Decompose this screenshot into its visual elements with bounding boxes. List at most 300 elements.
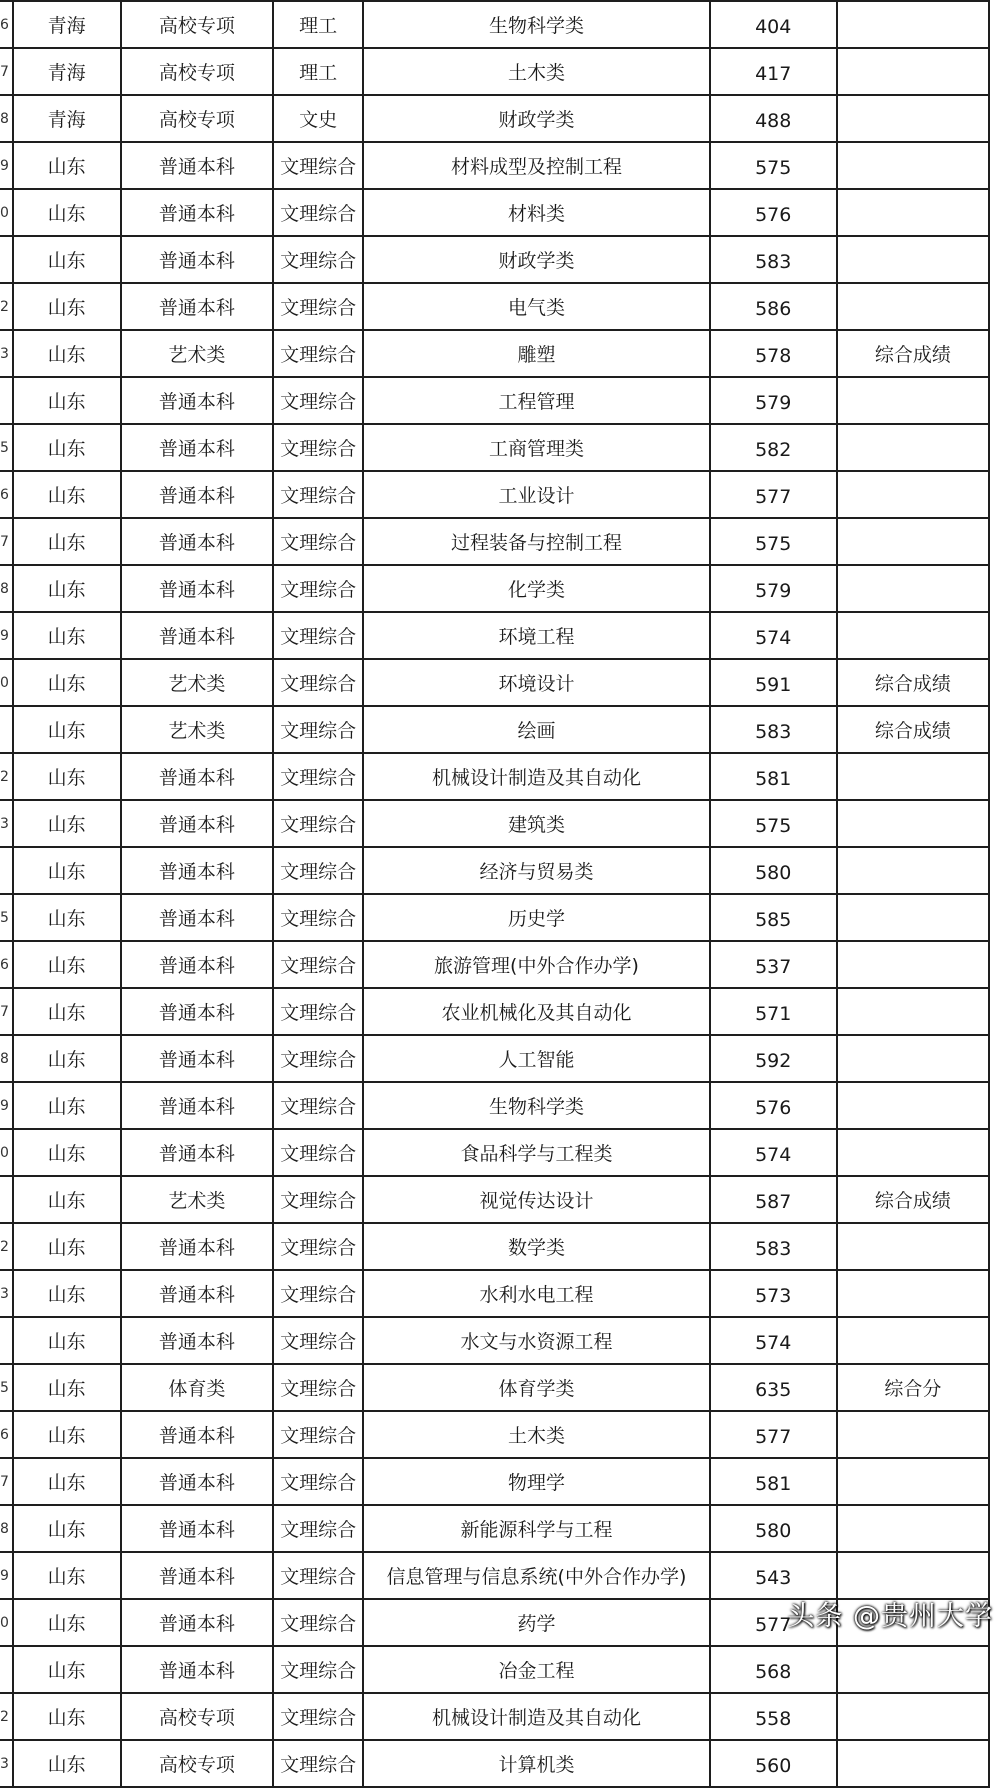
subject-cell: 文理综合 (273, 565, 363, 612)
subject-cell: 文理综合 (273, 1505, 363, 1552)
page-margin (990, 0, 1007, 1641)
subject-cell: 文理综合 (273, 236, 363, 283)
subject-cell: 文理综合 (273, 753, 363, 800)
subject-cell: 文理综合 (273, 189, 363, 236)
province-cell: 山东 (13, 894, 121, 941)
batch-cell: 普通本科 (121, 847, 273, 894)
note-cell (837, 753, 989, 800)
table-row (0, 283, 989, 330)
note-cell: 综合成绩 (837, 706, 989, 753)
province-cell: 青海 (13, 1, 121, 48)
row-index-cell: 7 (0, 48, 13, 95)
major-cell: 土木类 (363, 1411, 709, 1458)
province-cell: 山东 (13, 1411, 121, 1458)
batch-cell: 普通本科 (121, 1458, 273, 1505)
subject-cell: 文理综合 (273, 1176, 363, 1223)
province-cell: 山东 (13, 283, 121, 330)
subject-cell: 文理综合 (273, 1270, 363, 1317)
row-index-cell (0, 1176, 13, 1223)
note-cell (837, 612, 989, 659)
score-cell: 577 (710, 1411, 837, 1458)
row-index-cell: 8 (0, 95, 13, 142)
subject-cell: 文理综合 (273, 424, 363, 471)
province-cell: 山东 (13, 847, 121, 894)
province-cell: 山东 (13, 612, 121, 659)
subject-cell: 文理综合 (273, 612, 363, 659)
table-row (0, 1693, 989, 1740)
table-row (0, 988, 989, 1035)
province-cell: 山东 (13, 1176, 121, 1223)
row-index-cell: 5 (0, 1364, 13, 1411)
row-index-cell: 5 (0, 424, 13, 471)
batch-cell: 普通本科 (121, 1599, 273, 1646)
subject-cell: 文理综合 (273, 518, 363, 565)
major-cell: 生物科学类 (363, 1082, 709, 1129)
score-cell: 581 (710, 1458, 837, 1505)
note-cell (837, 988, 989, 1035)
score-cell: 574 (710, 1129, 837, 1176)
major-cell: 材料类 (363, 189, 709, 236)
major-cell: 冶金工程 (363, 1646, 709, 1693)
note-cell (837, 1082, 989, 1129)
table-row (0, 377, 989, 424)
subject-cell: 文理综合 (273, 1552, 363, 1599)
score-cell: 577 (710, 1599, 837, 1646)
subject-cell: 文理综合 (273, 800, 363, 847)
major-cell: 食品科学与工程类 (363, 1129, 709, 1176)
province-cell: 山东 (13, 565, 121, 612)
major-cell: 化学类 (363, 565, 709, 612)
score-cell: 579 (710, 377, 837, 424)
score-cell: 558 (710, 1693, 837, 1740)
note-cell (837, 1458, 989, 1505)
province-cell: 山东 (13, 1317, 121, 1364)
score-cell: 592 (710, 1035, 837, 1082)
province-cell: 山东 (13, 1552, 121, 1599)
table-row (0, 142, 989, 189)
row-index-cell: 6 (0, 1411, 13, 1458)
batch-cell: 体育类 (121, 1364, 273, 1411)
batch-cell: 普通本科 (121, 189, 273, 236)
table-row (0, 518, 989, 565)
score-cell: 579 (710, 565, 837, 612)
subject-cell: 文理综合 (273, 1364, 363, 1411)
province-cell: 山东 (13, 1646, 121, 1693)
subject-cell: 文理综合 (273, 1223, 363, 1270)
province-cell: 山东 (13, 1129, 121, 1176)
row-index-cell: 2 (0, 1223, 13, 1270)
watermark: 头条 @贵州大学 (787, 1601, 993, 1632)
province-cell: 山东 (13, 189, 121, 236)
province-cell: 山东 (13, 800, 121, 847)
subject-cell: 文理综合 (273, 1411, 363, 1458)
province-cell: 山东 (13, 1364, 121, 1411)
province-cell: 山东 (13, 1693, 121, 1740)
major-cell: 物理学 (363, 1458, 709, 1505)
batch-cell: 普通本科 (121, 1552, 273, 1599)
major-cell: 财政学类 (363, 236, 709, 283)
note-cell (837, 1411, 989, 1458)
province-cell: 山东 (13, 1223, 121, 1270)
province-cell: 山东 (13, 236, 121, 283)
row-index-cell: 3 (0, 1740, 13, 1787)
note-cell (837, 283, 989, 330)
major-cell: 药学 (363, 1599, 709, 1646)
subject-cell: 文理综合 (273, 847, 363, 894)
note-cell (837, 377, 989, 424)
score-cell: 568 (710, 1646, 837, 1693)
row-index-cell: 6 (0, 1, 13, 48)
table-row (0, 1458, 989, 1505)
table-row (0, 424, 989, 471)
table-body (0, 1, 989, 1787)
score-cell: 537 (710, 941, 837, 988)
subject-cell: 文理综合 (273, 1082, 363, 1129)
major-cell: 绘画 (363, 706, 709, 753)
table-row (0, 894, 989, 941)
table-row (0, 1, 989, 48)
score-cell: 543 (710, 1552, 837, 1599)
row-index-cell: 6 (0, 471, 13, 518)
batch-cell: 普通本科 (121, 1317, 273, 1364)
table-row (0, 236, 989, 283)
score-cell: 578 (710, 330, 837, 377)
table-row (0, 565, 989, 612)
batch-cell: 普通本科 (121, 753, 273, 800)
score-cell: 581 (710, 753, 837, 800)
province-cell: 山东 (13, 706, 121, 753)
row-index-cell: 8 (0, 1035, 13, 1082)
note-cell (837, 800, 989, 847)
score-cell: 488 (710, 95, 837, 142)
table-row (0, 1552, 989, 1599)
table-row (0, 1364, 989, 1411)
row-index-cell: 7 (0, 988, 13, 1035)
province-cell: 山东 (13, 753, 121, 800)
table-row (0, 1317, 989, 1364)
major-cell: 水文与水资源工程 (363, 1317, 709, 1364)
subject-cell: 文理综合 (273, 283, 363, 330)
batch-cell: 普通本科 (121, 565, 273, 612)
score-cell: 576 (710, 1082, 837, 1129)
score-cell: 582 (710, 424, 837, 471)
note-cell: 综合成绩 (837, 330, 989, 377)
major-cell: 电气类 (363, 283, 709, 330)
note-cell: 综合成绩 (837, 1176, 989, 1223)
score-cell: 586 (710, 283, 837, 330)
row-index-cell: 0 (0, 659, 13, 706)
batch-cell: 普通本科 (121, 800, 273, 847)
table-row (0, 659, 989, 706)
score-cell: 585 (710, 894, 837, 941)
note-cell (837, 1129, 989, 1176)
major-cell: 经济与贸易类 (363, 847, 709, 894)
score-cell: 635 (710, 1364, 837, 1411)
score-cell: 575 (710, 518, 837, 565)
major-cell: 工程管理 (363, 377, 709, 424)
note-cell (837, 1505, 989, 1552)
major-cell: 机械设计制造及其自动化 (363, 753, 709, 800)
note-cell (837, 48, 989, 95)
batch-cell: 普通本科 (121, 1646, 273, 1693)
table-row (0, 48, 989, 95)
province-cell: 山东 (13, 330, 121, 377)
table-row (0, 800, 989, 847)
batch-cell: 高校专项 (121, 48, 273, 95)
row-index-cell: 3 (0, 800, 13, 847)
major-cell: 人工智能 (363, 1035, 709, 1082)
row-index-cell: 9 (0, 1082, 13, 1129)
score-cell: 580 (710, 1505, 837, 1552)
score-cell: 583 (710, 706, 837, 753)
province-cell: 山东 (13, 1505, 121, 1552)
table-row (0, 847, 989, 894)
table-row (0, 1646, 989, 1693)
table-row (0, 1411, 989, 1458)
subject-cell: 文理综合 (273, 471, 363, 518)
score-cell: 583 (710, 236, 837, 283)
table-row (0, 1740, 989, 1787)
row-index-cell: 2 (0, 1693, 13, 1740)
major-cell: 旅游管理(中外合作办学) (363, 941, 709, 988)
province-cell: 山东 (13, 518, 121, 565)
batch-cell: 艺术类 (121, 1176, 273, 1223)
batch-cell: 艺术类 (121, 706, 273, 753)
subject-cell: 文理综合 (273, 1646, 363, 1693)
subject-cell: 文理综合 (273, 988, 363, 1035)
score-cell: 573 (710, 1270, 837, 1317)
row-index-cell: 8 (0, 565, 13, 612)
note-cell (837, 236, 989, 283)
province-cell: 山东 (13, 1035, 121, 1082)
row-index-cell: 0 (0, 189, 13, 236)
note-cell (837, 471, 989, 518)
province-cell: 山东 (13, 1458, 121, 1505)
score-cell: 580 (710, 847, 837, 894)
major-cell: 工商管理类 (363, 424, 709, 471)
table-row (0, 1223, 989, 1270)
note-cell (837, 1317, 989, 1364)
row-index-cell: 9 (0, 142, 13, 189)
note-cell (837, 95, 989, 142)
subject-cell: 文理综合 (273, 377, 363, 424)
note-cell (837, 941, 989, 988)
score-cell: 571 (710, 988, 837, 1035)
row-index-cell: 2 (0, 753, 13, 800)
subject-cell: 文理综合 (273, 1458, 363, 1505)
row-index-cell (0, 847, 13, 894)
table-row (0, 706, 989, 753)
province-cell: 山东 (13, 142, 121, 189)
table-row (0, 471, 989, 518)
batch-cell: 艺术类 (121, 659, 273, 706)
batch-cell: 普通本科 (121, 988, 273, 1035)
major-cell: 数学类 (363, 1223, 709, 1270)
note-cell (837, 1035, 989, 1082)
score-cell: 587 (710, 1176, 837, 1223)
row-index-cell: 0 (0, 1599, 13, 1646)
province-cell: 山东 (13, 1599, 121, 1646)
subject-cell: 文理综合 (273, 142, 363, 189)
province-cell: 青海 (13, 95, 121, 142)
major-cell: 计算机类 (363, 1740, 709, 1787)
table-row (0, 1270, 989, 1317)
table-row (0, 753, 989, 800)
batch-cell: 高校专项 (121, 1740, 273, 1787)
score-cell: 404 (710, 1, 837, 48)
major-cell: 过程装备与控制工程 (363, 518, 709, 565)
row-index-cell (0, 1317, 13, 1364)
row-index-cell: 9 (0, 1552, 13, 1599)
subject-cell: 文理综合 (273, 1693, 363, 1740)
province-cell: 山东 (13, 1740, 121, 1787)
row-index-cell (0, 1646, 13, 1693)
province-cell: 山东 (13, 471, 121, 518)
batch-cell: 普通本科 (121, 1411, 273, 1458)
table-row (0, 612, 989, 659)
major-cell: 体育学类 (363, 1364, 709, 1411)
table-row (0, 1129, 989, 1176)
province-cell: 山东 (13, 941, 121, 988)
table-row (0, 1035, 989, 1082)
subject-cell: 文理综合 (273, 1035, 363, 1082)
batch-cell: 普通本科 (121, 1505, 273, 1552)
batch-cell: 普通本科 (121, 283, 273, 330)
score-cell: 560 (710, 1740, 837, 1787)
batch-cell: 普通本科 (121, 894, 273, 941)
note-cell (837, 1552, 989, 1599)
subject-cell: 文理综合 (273, 941, 363, 988)
subject-cell: 理工 (273, 1, 363, 48)
table-row (0, 1176, 989, 1223)
note-cell (837, 1270, 989, 1317)
major-cell: 农业机械化及其自动化 (363, 988, 709, 1035)
major-cell: 生物科学类 (363, 1, 709, 48)
note-cell: 综合分 (837, 1364, 989, 1411)
province-cell: 青海 (13, 48, 121, 95)
batch-cell: 普通本科 (121, 424, 273, 471)
subject-cell: 文理综合 (273, 1317, 363, 1364)
batch-cell: 普通本科 (121, 471, 273, 518)
province-cell: 山东 (13, 1270, 121, 1317)
score-cell: 583 (710, 1223, 837, 1270)
batch-cell: 普通本科 (121, 1270, 273, 1317)
score-cell: 575 (710, 800, 837, 847)
row-index-cell: 5 (0, 894, 13, 941)
batch-cell: 艺术类 (121, 330, 273, 377)
subject-cell: 文理综合 (273, 706, 363, 753)
note-cell (837, 1646, 989, 1693)
table-row (0, 95, 989, 142)
table-row (0, 189, 989, 236)
row-index-cell: 6 (0, 941, 13, 988)
batch-cell: 普通本科 (121, 1082, 273, 1129)
batch-cell: 普通本科 (121, 142, 273, 189)
table-row (0, 330, 989, 377)
major-cell: 环境设计 (363, 659, 709, 706)
note-cell (837, 518, 989, 565)
major-cell: 视觉传达设计 (363, 1176, 709, 1223)
batch-cell: 高校专项 (121, 1693, 273, 1740)
major-cell: 水利水电工程 (363, 1270, 709, 1317)
major-cell: 雕塑 (363, 330, 709, 377)
row-index-cell: 7 (0, 1458, 13, 1505)
batch-cell: 高校专项 (121, 1, 273, 48)
province-cell: 山东 (13, 424, 121, 471)
subject-cell: 文理综合 (273, 1740, 363, 1787)
subject-cell: 理工 (273, 48, 363, 95)
note-cell (837, 1740, 989, 1787)
province-cell: 山东 (13, 377, 121, 424)
major-cell: 材料成型及控制工程 (363, 142, 709, 189)
batch-cell: 普通本科 (121, 941, 273, 988)
note-cell (837, 1, 989, 48)
note-cell (837, 1223, 989, 1270)
major-cell: 历史学 (363, 894, 709, 941)
batch-cell: 普通本科 (121, 1129, 273, 1176)
score-cell: 575 (710, 142, 837, 189)
row-index-cell: 0 (0, 1129, 13, 1176)
batch-cell: 普通本科 (121, 236, 273, 283)
note-cell (837, 565, 989, 612)
score-cell: 591 (710, 659, 837, 706)
row-index-cell: 8 (0, 1505, 13, 1552)
batch-cell: 普通本科 (121, 1035, 273, 1082)
subject-cell: 文理综合 (273, 894, 363, 941)
batch-cell: 普通本科 (121, 518, 273, 565)
score-cell: 576 (710, 189, 837, 236)
major-cell: 财政学类 (363, 95, 709, 142)
row-index-cell (0, 706, 13, 753)
major-cell: 环境工程 (363, 612, 709, 659)
subject-cell: 文理综合 (273, 1599, 363, 1646)
note-cell (837, 894, 989, 941)
note-cell (837, 847, 989, 894)
note-cell (837, 1693, 989, 1740)
subject-cell: 文理综合 (273, 330, 363, 377)
subject-cell: 文理综合 (273, 1129, 363, 1176)
province-cell: 山东 (13, 988, 121, 1035)
major-cell: 工业设计 (363, 471, 709, 518)
row-index-cell: 3 (0, 1270, 13, 1317)
score-cell: 574 (710, 612, 837, 659)
table-row (0, 1082, 989, 1129)
major-cell: 建筑类 (363, 800, 709, 847)
major-cell: 机械设计制造及其自动化 (363, 1693, 709, 1740)
score-cell: 417 (710, 48, 837, 95)
batch-cell: 普通本科 (121, 377, 273, 424)
score-cell: 577 (710, 471, 837, 518)
province-cell: 山东 (13, 659, 121, 706)
table-row (0, 1505, 989, 1552)
row-index-cell: 9 (0, 612, 13, 659)
note-cell (837, 189, 989, 236)
note-cell (837, 424, 989, 471)
row-index-cell: 3 (0, 330, 13, 377)
province-cell: 山东 (13, 1082, 121, 1129)
note-cell: 综合成绩 (837, 659, 989, 706)
note-cell (837, 142, 989, 189)
major-cell: 新能源科学与工程 (363, 1505, 709, 1552)
row-index-cell (0, 236, 13, 283)
row-index-cell: 7 (0, 518, 13, 565)
major-cell: 信息管理与信息系统(中外合作办学) (363, 1552, 709, 1599)
subject-cell: 文史 (273, 95, 363, 142)
major-cell: 土木类 (363, 48, 709, 95)
batch-cell: 普通本科 (121, 1223, 273, 1270)
batch-cell: 高校专项 (121, 95, 273, 142)
batch-cell: 普通本科 (121, 612, 273, 659)
